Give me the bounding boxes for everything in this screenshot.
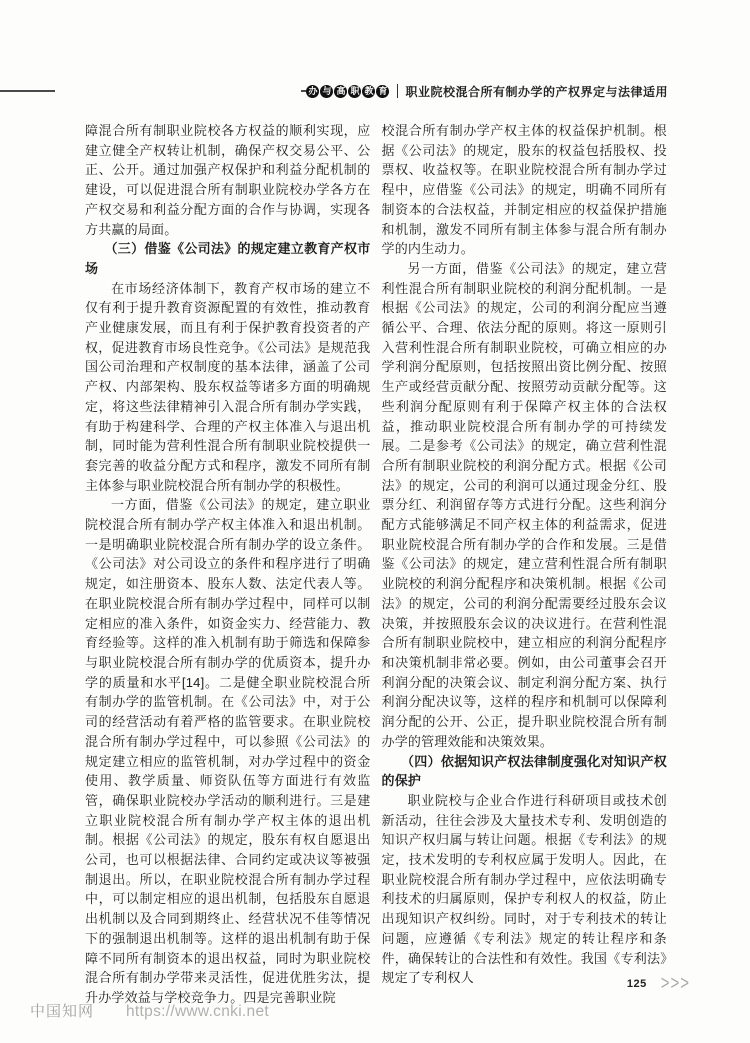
header-divider [397, 84, 398, 98]
article-body [85, 121, 667, 1008]
page-number: 125 [626, 977, 647, 990]
page-forward-chevrons-icon: >>> [660, 972, 690, 995]
badge-char-icon: 教 [364, 85, 374, 96]
body-paragraph: 另一方面，借鉴《公司法》的规定，建立营利性混合所有制职业院校的利润分配机制。一是根据《公司法》的规定，公司的利润分配应当遵循公平、合理、依法分配的原则。将这一原则引入营利性混合所有制职业院校，可确立相应的办学利润分配原则，包括按照出资比例分配、按照生产或经营贡献分配、按照劳动贡献分配等。这些利润分配原则有利于保障产权主体的合法权益，推动职业院校混合所有制办学的可持续发展。二是参考《公司法》的规定，确立营利性混合所有制职业院校的利润分配方式。根据《公司法》的规定，公司的利润可以通过现金分红、股票分红、利润留存等方式进行分配。这些利润分配方式能够满足不同产权主体的利益需求，促进职业院校混合所有制办学的合作和发展。三是借鉴《公司法》的规定，建立营利性混合所有制职业院校的利润分配程序和决策机制。根据《公司法》的规定，公司的利润分配需要经过股东会议决策，并按照股东会议的决议进行。在营利性混合所有制职业院校中，建立相应的利润分配程序和决策机制非常必要。例如，由公司董事会召开利润分配的决策会议、制定利润分配方案、执行利润分配决议等，这样的程序和机制可以保障利润分配的公开、公正，提升职业院校混合所有制办学的管理效能和决策效果。 [381, 260, 667, 749]
body-paragraph-continuation: 障混合所有制职业院校各方权益的顺利实现，应建立健全产权转让机制，确保产权交易公平、公正、公开。通过加强产权保护和利益分配机制的建设，可以促进混合所有制职业院校办学各方在产权交易和利益分配方面的合作与协调，实现各方共赢的局面。 [85, 123, 371, 237]
body-paragraph: 在市场经济体制下，教育产权市场的建立不仅有利于提升教育资源配置的有效性，推动教育产业健康发展，而且有利于保护教育投资者的产权，促进教育市场良性竞争。《公司法》是规范我国公司治理和产权制度的基本法律，涵盖了公司产权、内部架构、股东权益等诸多方面的明确规定，将这些法律精神引入混合所有制办学实践，有助于构建科学、合理的产权主体准入与退出机制，同时能为营利性混合所有制职业院校提供一套完善的收益分配方式和程序，激发不同所有制主体参与职业院校混合所有制办学的积极性。 [85, 280, 371, 493]
left-column [85, 121, 371, 1008]
page-footer [626, 972, 690, 995]
badge-char-icon: 办 [308, 85, 318, 96]
section-heading-3: （三）借鉴《公司法》的规定建立教育产权市场 [85, 241, 371, 276]
badge-char-icon: 高 [336, 85, 346, 96]
cnki-site-url: https://www.cnki.net [126, 1003, 269, 1020]
page-header [306, 82, 668, 100]
journal-column-badge [306, 85, 389, 98]
right-column [382, 121, 668, 1008]
section-heading-4: （四）依据知识产权法律制度强化对知识产权的保护 [381, 753, 667, 789]
badge-char-icon: 职 [350, 85, 360, 96]
badge-char-icon: 与 [322, 85, 332, 96]
cnki-site-name: 中国知网 [30, 1003, 95, 1020]
body-paragraph: 职业院校与企业合作进行科研项目或技术创新活动，往往会涉及大量技术专利、发明创造的知识产权归属与转让问题。根据《专利法》的规定，技术发明的专利权应属于发明人。因此，在职业院校混合所有制办学过程中，应依法明确专利技术的归属原则，保护专利权人的权益，防止出现知识产权纠纷。同时，对于专利技术的转让问题，应遵循《专利法》规定的转让程序和条件，确保转让的合法性和有效性。我国《专利法》规定了专利权人 [381, 792, 667, 986]
badge-char-icon: 育 [378, 85, 388, 96]
body-paragraph: 一方面，借鉴《公司法》的规定，建立职业院校混合所有制办学产权主体准入和退出机制。一是明确职业院校混合所有制办学的设立条件。《公司法》对公司设立的条件和程序进行了明确规定，如注册资本、股东人数、法定代表人等。在职业院校混合所有制办学过程中，同样可以制定相应的准入条件，如资金实力、经营能力、教育经验等。这样的准入机制有助于筛选和保障参与职业院校混合所有制办学的优质资本，提升办学的质量和水平[14]。二是健全职业院校混合所有制办学的监管机制。在《公司法》中，对于公司的经营活动有着严格的监管要求。在职业院校混合所有制办学过程中，可以参照《公司法》的规定建立相应的监管机制，对办学过程中的资金使用、教学质量、师资队伍等方面进行有效监管，确保职业院校办学活动的顺利进行。三是建立职业院校混合所有制办学产权主体的退出机制。根据《公司法》的规定，股东有权自愿退出公司，也可以根据法律、合同约定或决议等被强制退出。所以，在职业院校混合所有制办学过程中，可以制定相应的退出机制，包括股东自愿退出机制以及合同到期终止、经营状况不佳等情况下的强制退出机制等。这样的退出机制有助于保障不同所有制资本的退出权益，同时为职业院校混合所有制办学带来灵活性，促进优胜劣汰，提升办学效益与学校竞争力。四是完善职业院 [85, 497, 371, 1005]
header-rule-left [0, 90, 55, 92]
article-title: 职业院校混合所有制办学的产权界定与法律适用 [405, 84, 668, 99]
body-paragraph-continuation: 校混合所有制办学产权主体的权益保护机制。根据《公司法》的规定，股东的权益包括股权、投票权、收益权等。在职业院校混合所有制办学过程中，应借鉴《公司法》的规定，明确不同所有制资本的合法权益，并制定相应的权益保护措施和机制，激发不同所有制主体参与混合所有制办学的内生动力。 [381, 123, 667, 257]
cnki-watermark [30, 1000, 269, 1021]
